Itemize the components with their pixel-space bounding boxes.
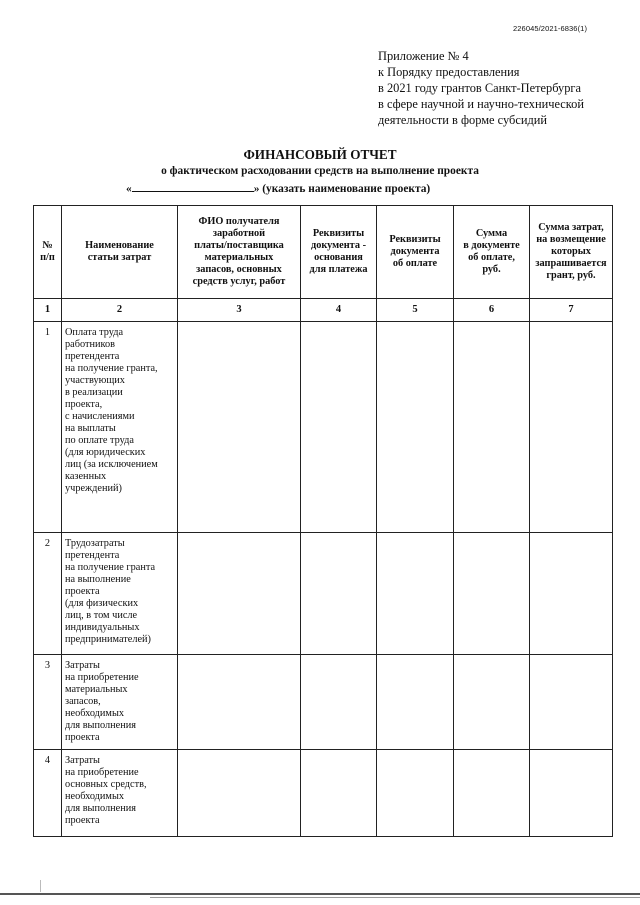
table-row xyxy=(34,655,613,750)
margin-mark xyxy=(40,880,41,892)
header-line: платы/поставщика xyxy=(194,240,284,251)
expense-item-name xyxy=(62,322,178,533)
header-line: Сумма затрат, xyxy=(538,222,604,233)
payment-sum-cell[interactable] xyxy=(454,533,530,655)
expense-item-name xyxy=(62,533,178,655)
open-quote: « xyxy=(126,183,132,195)
expense-name-line: с начислениями xyxy=(65,411,135,422)
expense-item-name xyxy=(62,750,178,837)
header-line: документа xyxy=(390,246,440,257)
appendix-line: в 2021 году грантов Санкт-Петербурга xyxy=(378,81,581,95)
expense-name-line: на получение гранта, xyxy=(65,363,158,374)
expense-name-line: на выполнение xyxy=(65,574,131,585)
expense-name-line: (для юридических xyxy=(65,447,146,458)
expense-name-line: проекта xyxy=(65,586,100,597)
column-number: 3 xyxy=(178,299,301,322)
expense-name-line: (для физических xyxy=(65,598,139,609)
payment-sum-cell[interactable] xyxy=(454,322,530,533)
column-header-1 xyxy=(34,206,62,299)
expense-name-line: предпринимателей) xyxy=(65,634,151,645)
header-line: Сумма xyxy=(475,228,508,239)
header-line: об оплате xyxy=(392,258,438,269)
expense-name-line: Затраты xyxy=(65,755,100,766)
header-line: п/п xyxy=(40,252,55,263)
payment-doc-cell[interactable] xyxy=(377,533,454,655)
grant-sum-cell[interactable] xyxy=(530,322,613,533)
expense-name-line: претендента xyxy=(65,550,120,561)
header-line: материальных xyxy=(204,252,274,263)
header-line: № xyxy=(42,240,53,251)
column-number: 7 xyxy=(530,299,613,322)
column-header-7 xyxy=(530,206,613,299)
grant-sum-cell[interactable] xyxy=(530,655,613,750)
expense-name-line: в реализации xyxy=(65,387,123,398)
row-number: 3 xyxy=(34,655,62,750)
project-name-blank[interactable] xyxy=(132,180,254,192)
expense-name-line: по оплате труда xyxy=(65,435,134,446)
expense-name-line: индивидуальных xyxy=(65,622,140,633)
column-header-6 xyxy=(454,206,530,299)
column-number: 4 xyxy=(301,299,377,322)
column-numbers-row xyxy=(34,299,613,322)
expense-name-line: лиц (за исключением xyxy=(65,459,158,470)
column-number: 2 xyxy=(62,299,178,322)
column-number: 6 xyxy=(454,299,530,322)
header-row xyxy=(34,206,613,299)
recipient-cell[interactable] xyxy=(178,655,301,750)
bottom-rule-secondary xyxy=(150,897,640,898)
appendix-block xyxy=(378,48,584,128)
bottom-rule xyxy=(0,893,640,895)
expense-name-line: работников xyxy=(65,339,115,350)
header-line: запрашивается xyxy=(535,258,607,269)
expense-name-line: на получение гранта xyxy=(65,562,156,573)
payment-sum-cell[interactable] xyxy=(454,750,530,837)
header-line: Реквизиты xyxy=(389,234,441,245)
document-number: 226045/2021-6836(1) xyxy=(513,24,588,33)
payment-doc-cell[interactable] xyxy=(377,655,454,750)
column-header-5 xyxy=(377,206,454,299)
header-line: на возмещение xyxy=(536,234,606,245)
project-name-line xyxy=(126,180,430,195)
header-line: заработной xyxy=(212,228,266,239)
expense-name-line: Оплата труда xyxy=(65,327,124,338)
expense-name-line: лиц, в том числе xyxy=(65,610,138,621)
grant-sum-cell[interactable] xyxy=(530,750,613,837)
expense-name-line: проекта xyxy=(65,815,100,826)
expense-name-line: необходимых xyxy=(65,791,125,802)
payment-basis-cell[interactable] xyxy=(301,750,377,837)
header-line: грант, руб. xyxy=(546,270,596,281)
expense-name-line: необходимых xyxy=(65,708,125,719)
table-row xyxy=(34,322,613,533)
row-number: 4 xyxy=(34,750,62,837)
recipient-cell[interactable] xyxy=(178,750,301,837)
appendix-line: деятельности в форме субсидий xyxy=(378,113,548,127)
column-header-4 xyxy=(301,206,377,299)
header-line: в документе xyxy=(463,240,520,251)
expense-name-line: на выплаты xyxy=(65,423,116,434)
expense-name-line: для выполнения xyxy=(65,720,136,731)
expense-name-line: для выполнения xyxy=(65,803,136,814)
table-body xyxy=(34,206,613,837)
header-line: ФИО получателя xyxy=(198,216,280,227)
payment-basis-cell[interactable] xyxy=(301,655,377,750)
expense-name-line: учреждений) xyxy=(65,483,122,494)
payment-doc-cell[interactable] xyxy=(377,322,454,533)
header-line: для платежа xyxy=(309,264,368,275)
expense-name-line: Затраты xyxy=(65,660,100,671)
header-line: Наименование xyxy=(85,240,154,251)
expense-name-line: проекта, xyxy=(65,399,103,410)
recipient-cell[interactable] xyxy=(178,322,301,533)
report-title: ФИНАНСОВЫЙ ОТЧЕТ xyxy=(243,147,397,162)
financial-report-table xyxy=(33,205,613,837)
expense-name-line: на приобретение xyxy=(65,672,139,683)
payment-basis-cell[interactable] xyxy=(301,322,377,533)
header-line: запасов, основных xyxy=(196,264,282,275)
column-number: 5 xyxy=(377,299,454,322)
payment-basis-cell[interactable] xyxy=(301,533,377,655)
row-number: 2 xyxy=(34,533,62,655)
expense-name-line: на приобретение xyxy=(65,767,139,778)
header-line: средств услуг, работ xyxy=(192,276,286,287)
header-line: Реквизиты xyxy=(312,228,365,239)
expense-name-line: казенных xyxy=(65,471,107,482)
column-header-2 xyxy=(62,206,178,299)
expense-name-line: запасов, xyxy=(65,696,101,707)
row-number: 1 xyxy=(34,322,62,533)
expense-name-line: претендента xyxy=(65,351,120,362)
grant-sum-cell[interactable] xyxy=(530,533,613,655)
expense-name-line: проекта xyxy=(65,732,100,743)
expense-name-line: Трудозатраты xyxy=(65,538,125,549)
column-number: 1 xyxy=(34,299,62,322)
header-line: статьи затрат xyxy=(87,252,152,263)
header-line: которых xyxy=(551,246,591,257)
appendix-line: в сфере научной и научно-технической xyxy=(378,97,584,111)
project-name-hint: » (указать наименование проекта) xyxy=(253,183,431,195)
expense-name-line: материальных xyxy=(65,684,128,695)
payment-doc-cell[interactable] xyxy=(377,750,454,837)
payment-sum-cell[interactable] xyxy=(454,655,530,750)
appendix-line: к Порядку предоставления xyxy=(378,65,520,79)
expense-item-name xyxy=(62,655,178,750)
appendix-line: Приложение № 4 xyxy=(378,49,469,63)
header-line: руб. xyxy=(482,264,501,275)
table-row xyxy=(34,533,613,655)
expense-name-line: участвующих xyxy=(65,375,125,386)
table-row xyxy=(34,750,613,837)
header-line: документа - xyxy=(310,240,366,251)
report-subtitle: о фактическом расходовании средств на выполнение проекта xyxy=(161,165,479,177)
expense-name-line: основных средств, xyxy=(65,779,147,790)
header-line: основания xyxy=(314,252,363,263)
column-header-3 xyxy=(178,206,301,299)
recipient-cell[interactable] xyxy=(178,533,301,655)
header-line: об оплате, xyxy=(468,252,515,263)
